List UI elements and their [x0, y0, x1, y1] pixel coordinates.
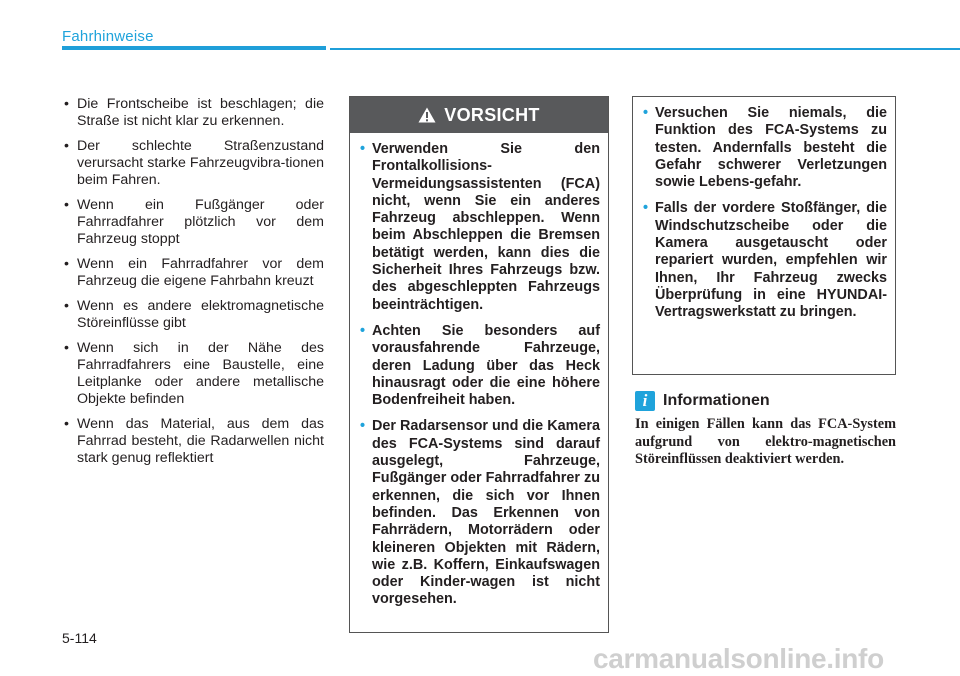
list-item: • Wenn es andere elektromagnetische Störeinflüsse gibt [64, 298, 324, 331]
list-item: • Der schlechte Straßenzustand verursacht starke Fahrzeugvibra-tionen beim Fahren. [64, 138, 324, 188]
caution-box [349, 96, 609, 633]
caution-item: • Versuchen Sie niemals, die Funktion des FCA-Systems zu testen. Andernfalls besteht die Gefahr schwerer Verletzungen sowie Lebens-gefahr. [643, 105, 887, 191]
caution-title: VORSICHT [444, 104, 540, 125]
page-number: 5-114 [62, 630, 97, 646]
caution-header [350, 97, 608, 133]
section-title: Fahrhinweise [62, 28, 154, 45]
info-icon: i [635, 391, 655, 411]
caution-item: • Achten Sie besonders auf vorausfahrende Fahrzeuge, deren Ladung über das Heck hinausragt oder die eine höhere Bodenfreiheit haben. [360, 322, 600, 409]
left-column [62, 96, 324, 475]
info-title: Informationen [663, 392, 770, 409]
caution-continued-box [632, 96, 896, 375]
caution-item: • Falls der vordere Stoßfänger, die Windschutzscheibe oder die Kamera ausgetauscht oder repariert wurden, empfehlen wir Ihnen, Ihr Fahrzeug zwecks Überprüfung in eine HYUNDAI-Vertragswerkstatt zu bringen. [643, 200, 887, 321]
condition-list [62, 96, 324, 467]
caution-item: • Der Radarsensor und die Kamera des FCA-Systems sind darauf ausgelegt, Fahrzeuge, Fußgänger oder Fahrradfahrer zu erkennen, die sich vor Ihnen befinden. Das Erkennen von Fahrrädern, Motorrädern oder kleineren Objekten mit Rädern, wie z.B. Koffern, Einkaufswagen oder Kinder-wagen ist nicht vorgesehen. [360, 418, 600, 608]
header-rule-thick [62, 46, 326, 50]
list-item: • Wenn sich in der Nähe des Fahrradfahrers eine Baustelle, eine Leitplanke oder andere metallische Objekte befinden [64, 340, 324, 407]
info-heading [635, 391, 770, 411]
caution-item: • Verwenden Sie den Frontalkollisions-Vermeidungsassistenten (FCA) nicht, wenn Sie ein anderes Fahrzeug abschleppen. Wenn beim Abschleppen die Bremsen betätigt werden, kann dies die Sicherheit Ihres Fahrzeugs bzw. des abgeschleppten Fahrzeugs beeinträchtigen. [360, 141, 600, 313]
header-rule-thin [330, 48, 960, 50]
watermark: carmanualsonline.info [593, 643, 884, 674]
list-item: • Wenn das Material, aus dem das Fahrrad besteht, die Radarwellen nicht stark genug reflektiert [64, 416, 324, 466]
warning-triangle-icon [418, 107, 436, 123]
info-text: In einigen Fällen kann das FCA-System aufgrund von elektro-magnetischen Störeinflüssen deaktiviert werden. [635, 416, 896, 467]
caution-list [360, 141, 600, 609]
list-item: • Die Frontscheibe ist beschlagen; die Straße ist nicht klar zu erkennen. [64, 96, 324, 129]
caution-continued-list [643, 105, 887, 322]
list-item: • Wenn ein Fahrradfahrer vor dem Fahrzeug die eigene Fahrbahn kreuzt [64, 256, 324, 289]
list-item: • Wenn ein Fußgänger oder Fahrradfahrer plötzlich vor dem Fahrzeug stoppt [64, 197, 324, 247]
caution-body [350, 133, 608, 609]
